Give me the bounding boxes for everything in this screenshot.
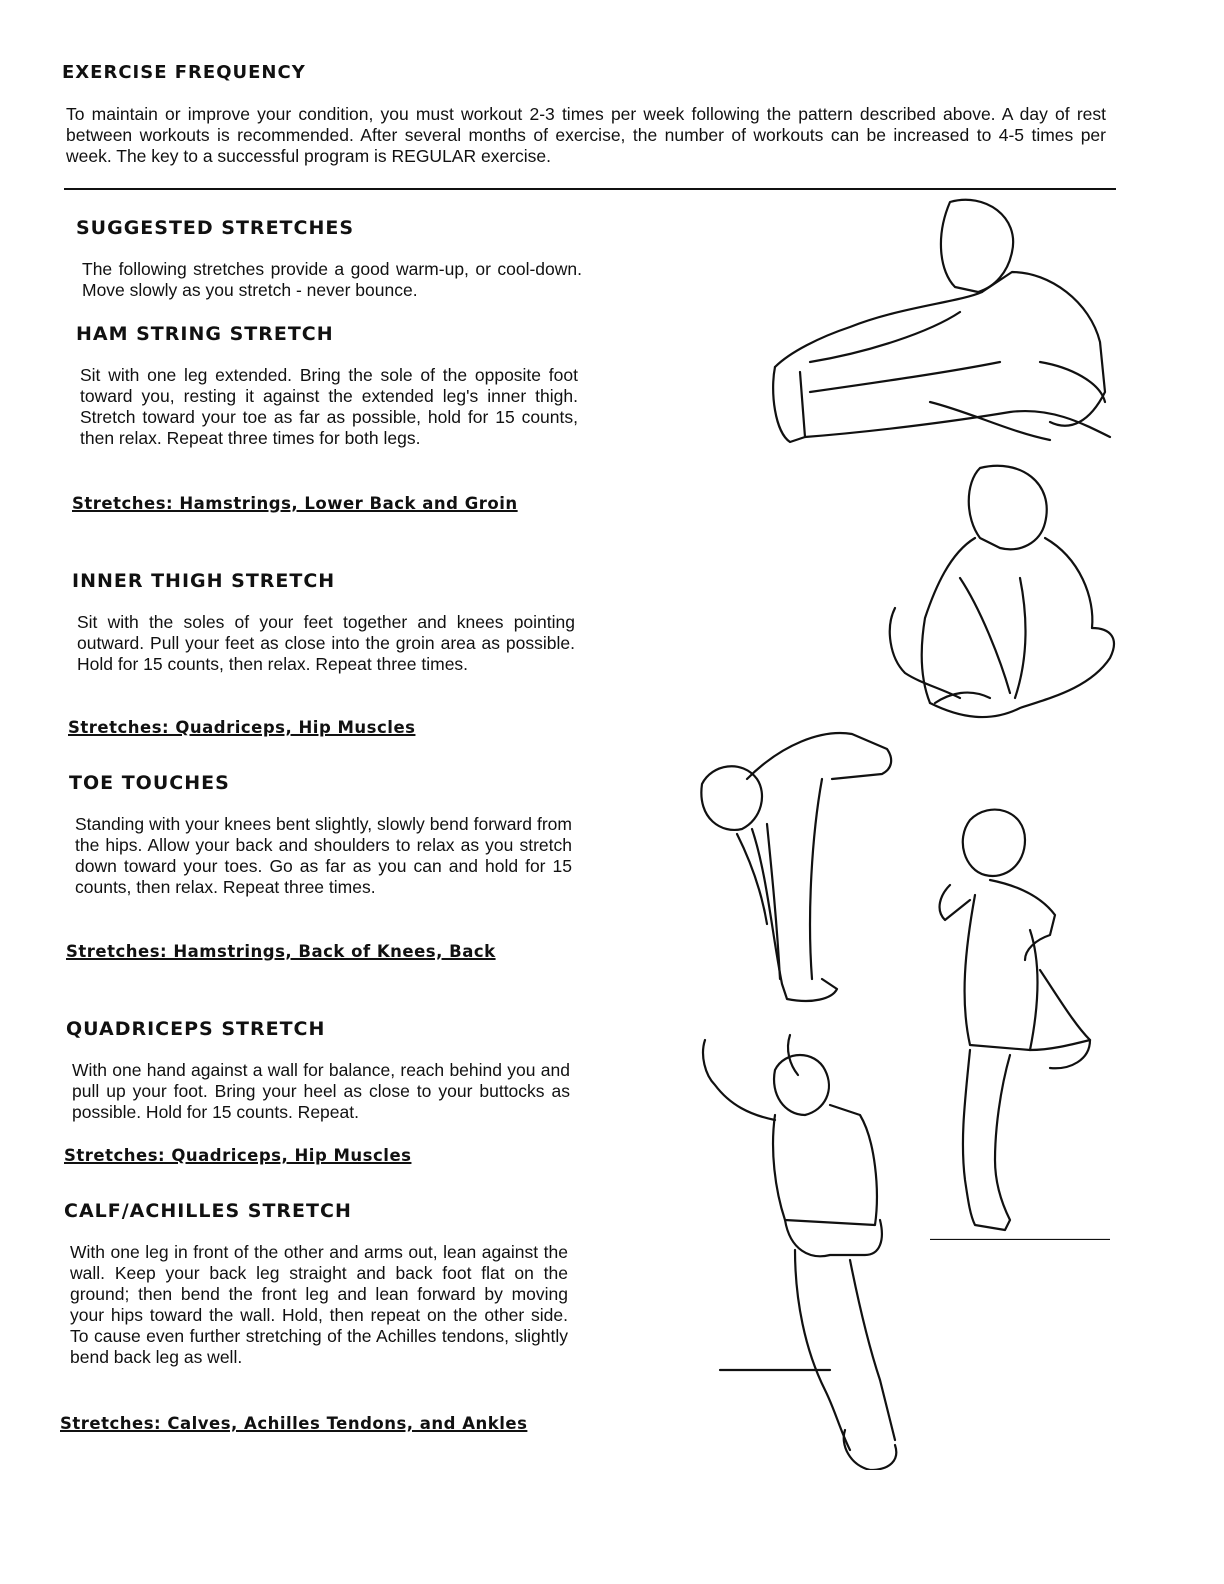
toe-touches-targets: Stretches: Hamstrings, Back of Knees, Back: [66, 942, 496, 961]
quadriceps-title: QUADRICEPS STRETCH: [66, 1018, 326, 1040]
inner-thigh-body: Sit with the soles of your feet together and knees pointing outward. Pull your feet as close into the groin area as possible. Hold for 15 counts, then relax. Repeat three times.: [77, 612, 575, 674]
inner-thigh-title: INNER THIGH STRETCH: [72, 570, 336, 592]
inner-thigh-targets: Stretches: Quadriceps, Hip Muscles: [68, 718, 416, 737]
suggested-body: The following stretches provide a good warm-up, or cool-down. Move slowly as you stretch - never bounce.: [82, 259, 582, 300]
frequency-title: EXERCISE FREQUENCY: [62, 62, 306, 83]
hamstring-body: Sit with one leg extended. Bring the sole of the opposite foot toward you, resting it against the extended leg's inner thigh. Stretch toward your toe as far as possible, hold for 15 counts, then relax. Repeat three times for both legs.: [80, 365, 578, 448]
toe-touches-body: Standing with your knees bent slightly, slowly bend forward from the hips. Allow your back and shoulders to relax as you stretch down toward your toes. Go as far as you can and hold for 15 counts, then relax. Repeat three times.: [75, 814, 572, 897]
suggested-title: SUGGESTED STRETCHES: [76, 217, 355, 239]
calf-body: With one leg in front of the other and arms out, lean against the wall. Keep your back leg straight and back foot flat on the ground; then bend the front leg and lean forward by moving your hips toward the wall. Hold, then repeat on the other side. To cause even further stretching of the Achilles tendons, slightly bend back leg as well.: [70, 1242, 568, 1367]
quadriceps-stretch-illustration: [930, 800, 1110, 1240]
frequency-body: To maintain or improve your condition, you must workout 2-3 times per week following the pattern described above. A day of rest between workouts is recommended. After several months of exercise, the number of workouts can be increased to 4-5 times per week. The key to a successful program is REGULAR exercise.: [66, 104, 1106, 166]
calf-achilles-stretch-illustration: [690, 1020, 920, 1470]
inner-thigh-stretch-illustration: [880, 458, 1120, 748]
quadriceps-body: With one hand against a wall for balance, reach behind you and pull up your foot. Bring your heel as close to your buttocks as possible. Hold for 15 counts. Repeat.: [72, 1060, 570, 1122]
toe-touches-title: TOE TOUCHES: [69, 772, 230, 794]
calf-targets: Stretches: Calves, Achilles Tendons, and Ankles: [60, 1414, 528, 1433]
hamstring-targets: Stretches: Hamstrings, Lower Back and Groin: [72, 494, 518, 513]
quadriceps-targets: Stretches: Quadriceps, Hip Muscles: [64, 1146, 412, 1165]
toe-touches-illustration: [672, 724, 912, 1014]
calf-title: CALF/ACHILLES STRETCH: [64, 1200, 352, 1222]
hamstring-stretch-illustration: [750, 192, 1120, 462]
section-divider: [64, 188, 1116, 190]
hamstring-title: HAM STRING STRETCH: [76, 323, 334, 345]
